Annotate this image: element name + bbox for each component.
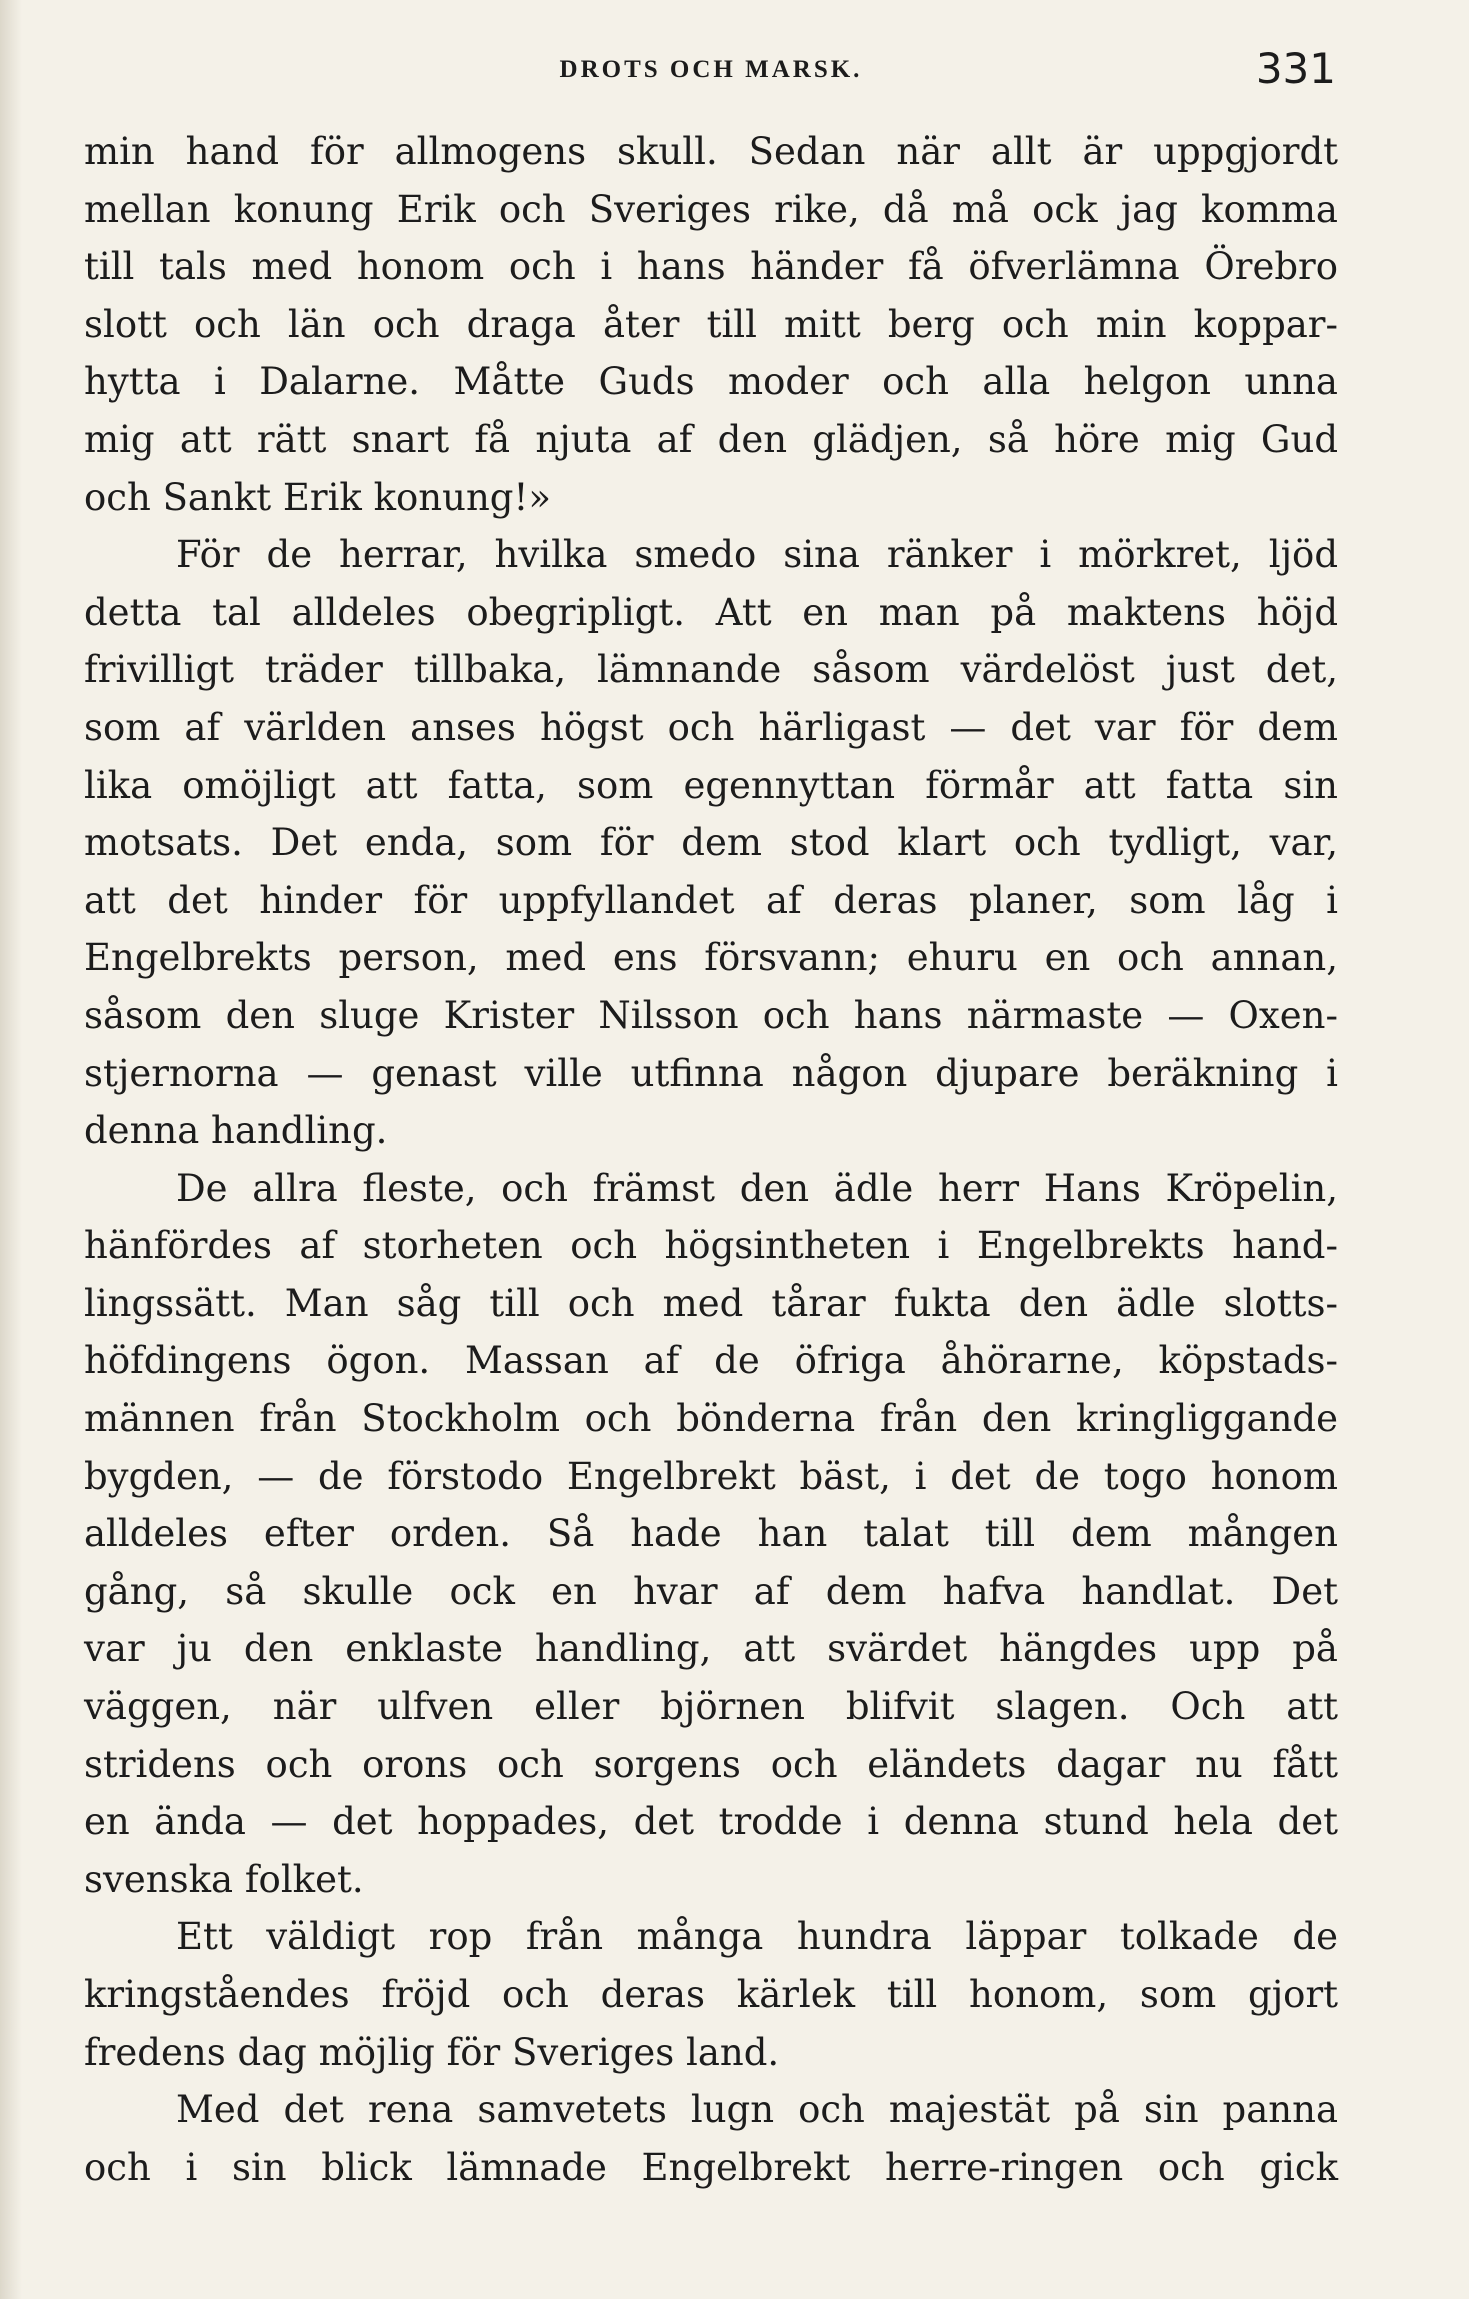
text-line: motsats. Det enda, som för dem stod klart och tydligt, var, <box>84 821 1338 865</box>
text-line: detta tal alldeles obegripligt. Att en man på maktens höjd <box>84 590 1338 634</box>
text-line: och i sin blick lämnade Engelbrekt herre-ringen och gick <box>84 2145 1338 2189</box>
text-line: stjernorna — genast ville utfinna någon djupare beräkning i <box>84 1051 1338 1095</box>
text-line: gång, så skulle ock en hvar af dem hafva handlat. Det <box>84 1569 1338 1613</box>
running-title: DROTS OCH MARSK. <box>559 56 863 83</box>
text-line: För de herrar, hvilka smedo sina ränker i mörkret, ljöd <box>176 533 1338 577</box>
text-line: svenska folket. <box>84 1857 364 1901</box>
text-line: bygden, — de förstodo Engelbrekt bäst, i det de togo honom <box>84 1454 1338 1498</box>
text-line: stridens och orons och sorgens och eländets dagar nu fått <box>84 1742 1338 1786</box>
text-line: lingssätt. Man såg till och med tårar fukta den ädle slotts- <box>84 1281 1338 1325</box>
text-line: Engelbrekts person, med ens försvann; ehuru en och annan, <box>84 936 1338 980</box>
text-line: fredens dag möjlig för Sveriges land. <box>84 2030 780 2074</box>
page-edge <box>0 0 22 2299</box>
text-line: väggen, när ulfven eller björnen blifvit slagen. Och att <box>84 1685 1338 1729</box>
text-line: lika omöjligt att fatta, som egennyttan förmår att fatta sin <box>84 763 1338 807</box>
text-line: denna handling. <box>84 1109 388 1153</box>
running-head <box>84 42 1338 102</box>
text-line: att det hinder för uppfyllandet af deras planer, som låg i <box>84 878 1338 922</box>
text-line: slott och län och draga åter till mitt berg och min koppar- <box>84 302 1338 346</box>
text-line: såsom den sluge Krister Nilsson och hans närmaste — Oxen- <box>84 993 1338 1037</box>
text-line: mig att rätt snart få njuta af den glädjen, så höre mig Gud <box>84 417 1338 461</box>
text-line: männen från Stockholm och bönderna från den kringliggande <box>84 1397 1338 1441</box>
text-line: frivilligt träder tillbaka, lämnande såsom värdelöst just det, <box>84 648 1338 692</box>
text-line: höfdingens ögon. Massan af de öfriga åhörarne, köpstads- <box>84 1339 1338 1383</box>
text-line: och Sankt Erik konung!» <box>84 475 551 519</box>
text-line: alldeles efter orden. Så hade han talat till dem mången <box>84 1512 1338 1556</box>
text-line: hytta i Dalarne. Måtte Guds moder och alla helgon unna <box>84 360 1338 404</box>
text-line: var ju den enklaste handling, att svärdet hängdes upp på <box>84 1627 1338 1671</box>
text-line: till tals med honom och i hans händer få öfverlämna Örebro <box>84 245 1338 289</box>
text-line: Med det rena samvetets lugn och majestät på sin panna <box>176 2088 1338 2132</box>
text-line: kringståendes fröjd och deras kärlek till honom, som gjort <box>84 1973 1338 2016</box>
body-text <box>84 123 1338 2196</box>
page-number: 331 <box>1255 44 1336 93</box>
text-line: som af världen anses högst och härligast — det var för dem <box>84 705 1338 749</box>
text-line: min hand för allmogens skull. Sedan när allt är uppgjordt <box>84 130 1338 173</box>
text-line: hänfördes af storheten och högsintheten i Engelbrekts hand- <box>84 1224 1338 1268</box>
text-line: De allra fleste, och främst den ädle herr Hans Kröpelin, <box>176 1166 1338 1210</box>
text-line: Ett väldigt rop från många hundra läppar tolkade de <box>176 1915 1338 1959</box>
text-line: mellan konung Erik och Sveriges rike, då må ock jag komma <box>84 187 1338 231</box>
text-line: en ända — det hoppades, det trodde i denna stund hela det <box>84 1800 1338 1844</box>
